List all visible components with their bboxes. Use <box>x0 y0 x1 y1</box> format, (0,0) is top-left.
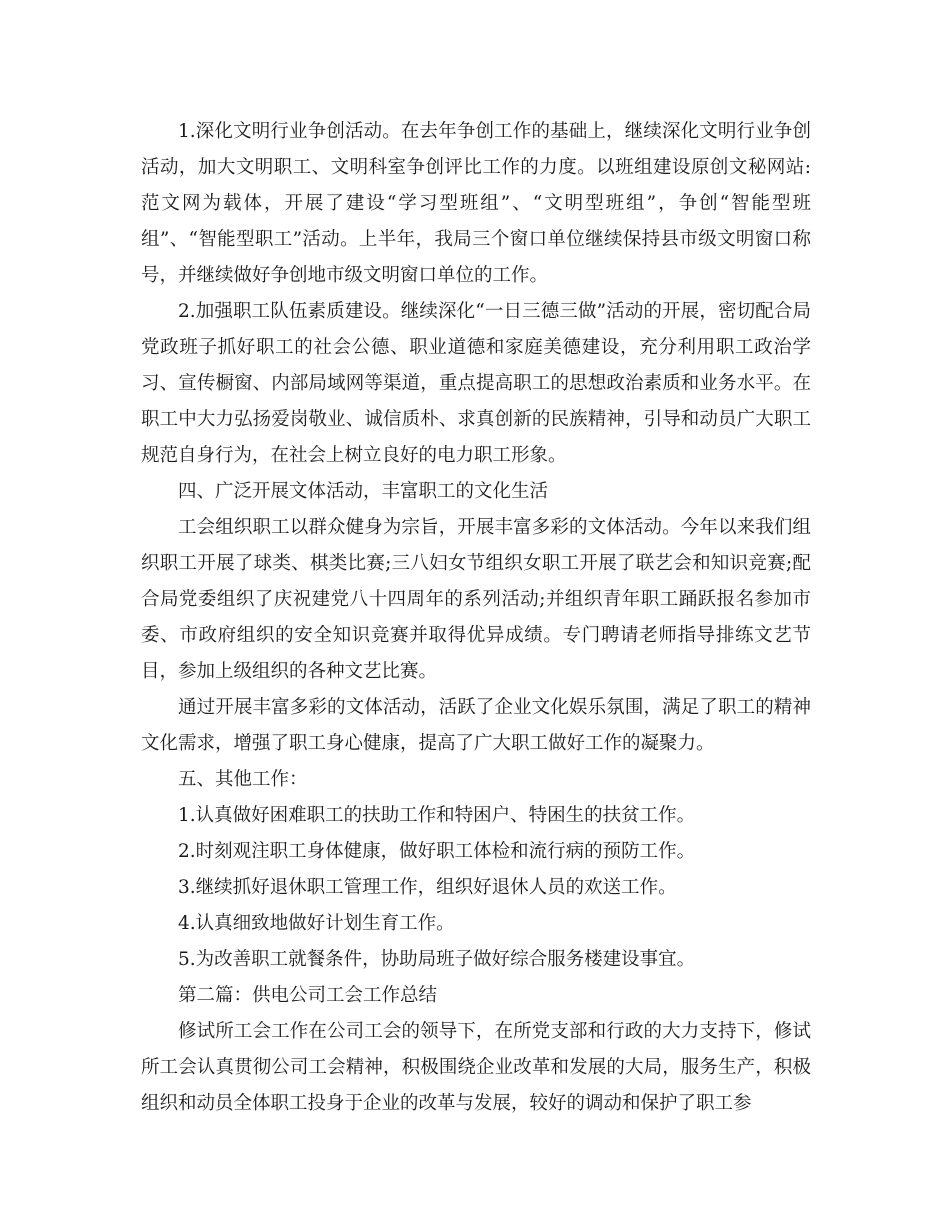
list-item-other-work-4: 4.认真细致地做好计划生育工作。 <box>178 913 455 934</box>
paragraph-staff-quality: 2.加强职工队伍素质建设。继续深化“一日三德三做”活动的开展，密切配合局党政班子抓好职工的社会公德、职业道德和家庭美德建设，充分利用职工政治学习、宣传橱窗、内部局域网等渠道，重点提高职工的思想政治素质和业务水平。在职工中大力弘扬爱岗敬业、诚信质朴、求真创新的民族精神，引导和动员广大职工规范自身行为，在社会上树立良好的电力职工形象。 <box>141 301 811 466</box>
paragraph-civilization-campaign: 1.深化文明行业争创活动。在去年争创工作的基础上，继续深化文明行业争创活动，加大文明职工、文明科室争创评比工作的力度。以班组建设原创文秘网站:范文网为载体，开展了建设“学习型班组”、“文明型班组”，争创“智能型班组”、“智能型职工”活动。上半年，我局三个窗口单位继续保持县市级文明窗口称号，并继续做好争创地市级文明窗口单位的工作。 <box>141 121 811 286</box>
section-heading-cultural-activities: 四、广泛开展文体活动，丰富职工的文化生活 <box>178 481 549 502</box>
list-item-other-work-2: 2.时刻观注职工身体健康，做好职工体检和流行病的预防工作。 <box>178 841 696 862</box>
paragraph-cultural-activities: 工会组织职工以群众健身为宗旨，开展丰富多彩的文体活动。今年以来我们组织职工开展了球类、棋类比赛;三八妇女节组织女职工开展了联艺会和知识竞赛;配合局党委组织了庆祝建党八十四周年的系列活动;并组织青年职工踊跃报名参加市委、市政府组织的安全知识竞赛并取得优异成绩。专门聘请老师指导排练文艺节目，参加上级组织的各种文艺比赛。 <box>141 517 811 682</box>
document-body <box>141 114 811 1122</box>
list-item-other-work-1: 1.认真做好困难职工的扶助工作和特困户、特困生的扶贫工作。 <box>178 805 696 826</box>
chapter-heading-part-two: 第二篇：供电公司工会工作总结 <box>178 985 438 1006</box>
list-item-other-work-3: 3.继续抓好退休职工管理工作，组织好退休人员的欢送工作。 <box>178 877 677 898</box>
paragraph-part-two-intro: 修试所工会工作在公司工会的领导下，在所党支部和行政的大力支持下，修试所工会认真贯彻公司工会精神，积极围绕企业改革和发展的大局，服务生产，积极组织和动员全体职工投身于企业的改革与发展，较好的调动和保护了职工参 <box>141 1021 811 1114</box>
list-item-other-work-5: 5.为改善职工就餐条件，协助局班子做好综合服务楼建设事宜。 <box>178 949 696 970</box>
section-heading-other-work: 五、其他工作： <box>178 769 308 790</box>
paragraph-activities-results: 通过开展丰富多彩的文体活动，活跃了企业文化娱乐氛围，满足了职工的精神文化需求，增强了职工身心健康，提高了广大职工做好工作的凝聚力。 <box>141 697 811 754</box>
